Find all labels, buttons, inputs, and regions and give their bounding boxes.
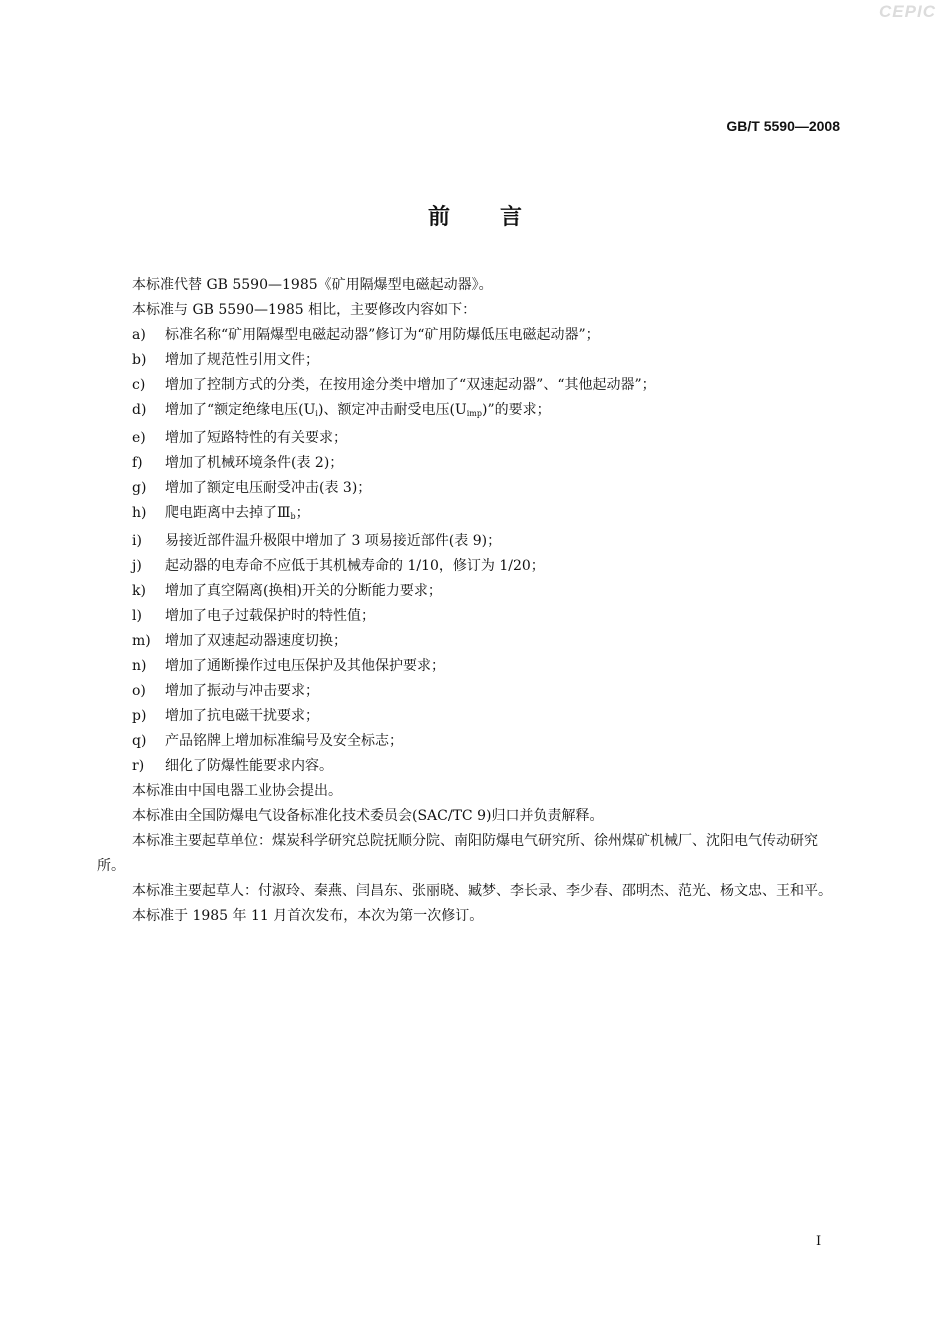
intro-paragraph: 本标准代替 GB 5590—1985《矿用隔爆型电磁起动器》。 (132, 277, 493, 293)
document-body (97, 273, 842, 929)
list-item-text: 增加了短路特性的有关要求； (165, 430, 347, 446)
list-item-label: h) (132, 505, 147, 521)
list-item (97, 554, 842, 579)
list-item-text: 易接近部件温升极限中增加了 3 项易接近部件(表 9)； (165, 533, 502, 549)
list-item (97, 579, 842, 604)
list-item-label: e) (132, 430, 146, 446)
list-item-label: q) (132, 733, 147, 749)
list-item-label: k) (132, 583, 146, 599)
list-item-label: a) (132, 327, 146, 343)
list-item (97, 348, 842, 373)
list-item-text: 增加了双速起动器速度切换； (165, 633, 347, 649)
list-item-text: 标准名称“矿用隔爆型电磁起动器”修订为“矿用防爆低压电磁起动器”； (165, 327, 600, 343)
closing-paragraph: 本标准由中国电器工业协会提出。 (132, 783, 342, 799)
list-item (97, 654, 842, 679)
list-item-text: 增加了“额定绝缘电压$(U_i)$、额定冲击耐受电压$(U_{imp})$”的要求； (165, 402, 551, 418)
list-item (97, 451, 842, 476)
list-item (97, 679, 842, 704)
list-item-label: l) (132, 608, 142, 624)
list-item-label: o) (132, 683, 146, 699)
closing-paragraph: 本标准主要起草单位：煤炭科学研究总院抚顺分院、南阳防爆电气研究所、徐州煤矿机械厂、沈阳电气传动研究所。 (97, 833, 818, 874)
list-item-text: 细化了防爆性能要求内容。 (165, 758, 333, 774)
list-item (97, 529, 842, 554)
list-item-text: 增加了额定电压耐受冲击(表 3)； (165, 480, 372, 496)
closing-paragraph: 本标准由全国防爆电气设备标准化技术委员会(SAC/TC 9)归口并负责解释。 (132, 808, 604, 824)
standard-number-header: GB/T 5590—2008 (726, 118, 840, 134)
list-item (97, 754, 842, 779)
list-item (97, 373, 842, 398)
change-list (97, 323, 842, 779)
list-item-text: 增加了抗电磁干扰要求； (165, 708, 319, 724)
list-item-label: j) (132, 558, 142, 574)
list-item-text: 增加了机械环境条件(表 2)； (165, 455, 344, 471)
list-item (97, 323, 842, 348)
list-item (97, 501, 842, 529)
list-item-label: p) (132, 708, 147, 724)
list-item (97, 604, 842, 629)
list-item-label: g) (132, 480, 147, 496)
list-item (97, 704, 842, 729)
list-item-label: n) (132, 658, 147, 674)
list-item-text: 增加了电子过载保护时的特性值； (165, 608, 375, 624)
watermark-logo: CEPIC (879, 2, 936, 21)
list-item-text: 增加了通断操作过电压保护及其他保护要求； (165, 658, 445, 674)
list-item (97, 629, 842, 654)
list-item-text: 爬电距离中去掉了$Ⅲ_b$； (165, 505, 310, 521)
list-item-label: m) (132, 633, 151, 649)
list-item-label: r) (132, 758, 145, 774)
list-item-label: f) (132, 455, 143, 471)
list-item (97, 398, 842, 426)
list-item (97, 476, 842, 501)
list-item-label: d) (132, 402, 147, 418)
list-item (97, 729, 842, 754)
list-item-label: b) (132, 352, 147, 368)
list-item-text: 增加了振动与冲击要求； (165, 683, 319, 699)
list-item (97, 426, 842, 451)
list-item-label: i) (132, 533, 142, 549)
closing-paragraph: 本标准于 1985 年 11 月首次发布，本次为第一次修订。 (132, 908, 484, 924)
intro-paragraph: 本标准与 GB 5590—1985 相比，主要修改内容如下： (132, 302, 477, 318)
list-item-text: 增加了规范性引用文件； (165, 352, 319, 368)
list-item-label: c) (132, 377, 146, 393)
page-number: I (816, 1234, 822, 1249)
list-item-text: 增加了真空隔离(换相)开关的分断能力要求； (165, 583, 442, 599)
list-item-text: 增加了控制方式的分类，在按用途分类中增加了“双速起动器”、“其他起动器”； (165, 377, 656, 393)
closing-paragraph: 本标准主要起草人：付淑玲、秦燕、闫昌东、张丽晓、臧梦、李长录、李少春、邵明杰、范光、杨文忠、王和平。 (132, 883, 832, 899)
list-item-text: 产品铭牌上增加标准编号及安全标志； (165, 733, 403, 749)
page-title: 前言 (427, 204, 572, 230)
list-item-text: 起动器的电寿命不应低于其机械寿命的 1/10，修订为 1/20； (165, 558, 545, 574)
